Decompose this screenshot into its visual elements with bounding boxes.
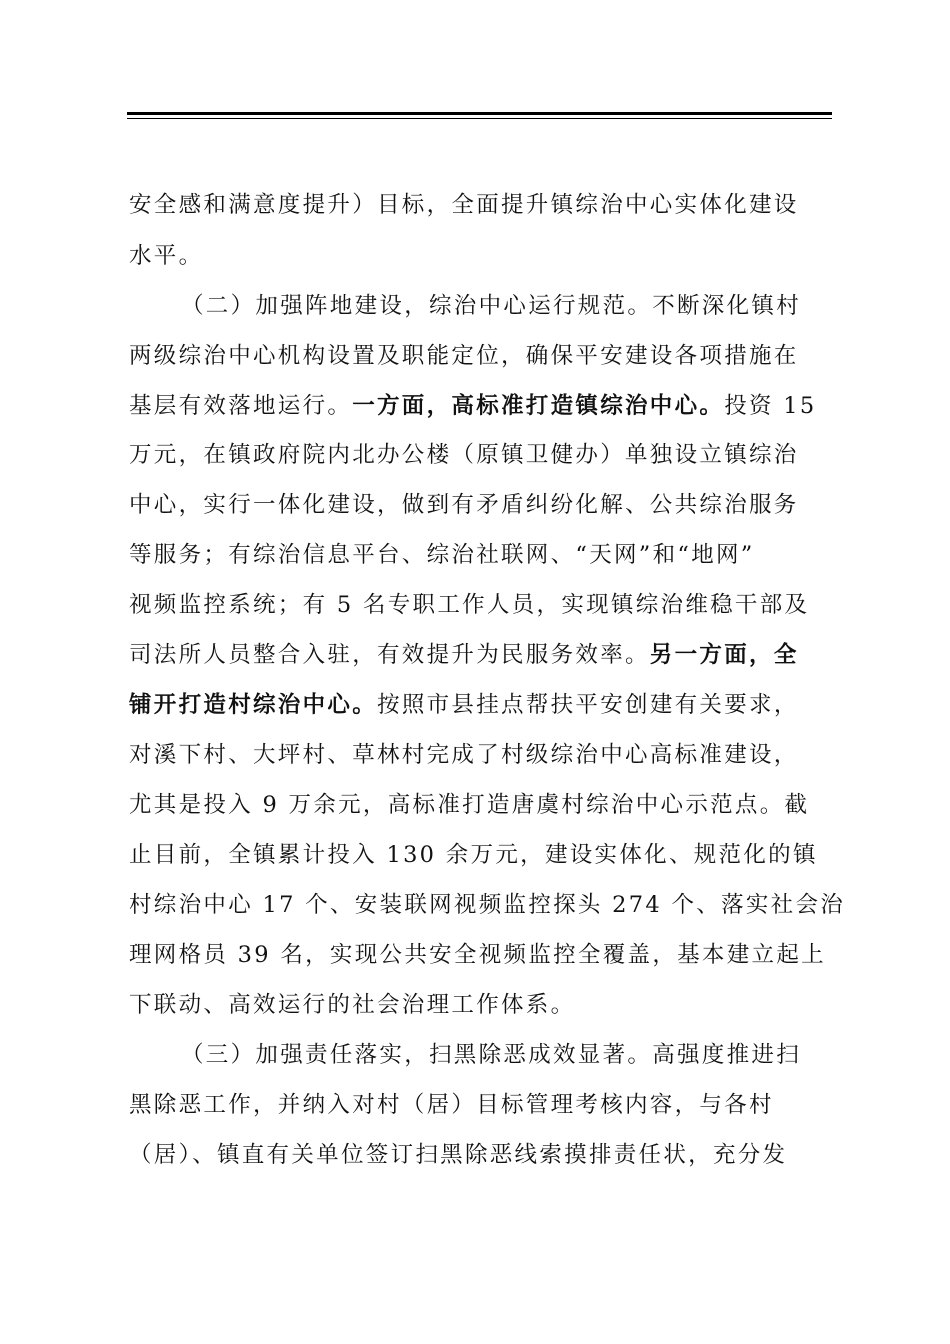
body-line	[129, 788, 809, 822]
text-run: 视频监控系统；有 5 名专职工作人员，实现镇综治维稳干部及	[129, 592, 810, 618]
body-line	[129, 988, 575, 1022]
text-run: 中心，实行一体化建设，做到有矛盾纠纷化解、公共综治服务	[129, 492, 799, 518]
header-rule	[127, 112, 832, 115]
text-run: 司法所人员整合入驻，有效提升为民服务效率。	[129, 642, 650, 668]
body-line	[129, 188, 799, 222]
text-run: （二）加强阵地建设，综治中心运行规范。不断深化镇村	[181, 293, 802, 319]
text-run: 按照市县挂点帮扶平安创建有关要求，	[377, 692, 799, 718]
body-line	[129, 938, 826, 972]
body-line	[129, 389, 817, 423]
body-line	[129, 1088, 774, 1122]
text-run: 对溪下村、大坪村、草林村完成了村级综治中心高标准建设，	[129, 742, 799, 768]
text-run: 止目前，全镇累计投入 130 余万元，建设实体化、规范化的镇	[129, 842, 818, 868]
text-run: 村综治中心 17 个、安装联网视频监控探头 274 个、落实社会治	[129, 892, 846, 918]
text-run: 水平。	[129, 243, 204, 269]
body-line	[129, 838, 818, 872]
text-run: 投资 15	[724, 393, 817, 419]
body-line	[181, 1038, 801, 1072]
body-line	[129, 488, 799, 522]
body-line	[129, 239, 203, 273]
header-rule-thin	[127, 118, 832, 119]
bold-text-run: 另一方面，全	[649, 642, 799, 668]
body-line	[129, 688, 799, 722]
text-run: 万元，在镇政府院内北办公楼（原镇卫健办）单独设立镇综治	[129, 442, 799, 468]
text-run: 尤其是投入 9 万余元，高标准打造唐虞村综治中心示范点。截	[129, 792, 810, 818]
bold-text-run: 一方面，高标准打造镇综治中心。	[352, 393, 725, 419]
text-run: 基层有效落地运行。	[129, 393, 353, 419]
body-line	[129, 588, 809, 622]
body-line	[129, 888, 845, 922]
body-line	[129, 738, 799, 772]
text-run: 黑除恶工作，并纳入对村（居）目标管理考核内容，与各村	[129, 1092, 774, 1118]
text-run: 下联动、高效运行的社会治理工作体系。	[129, 992, 576, 1018]
body-line	[181, 289, 801, 323]
body-line	[129, 538, 755, 572]
body-line	[129, 1138, 787, 1172]
text-run: （居）、镇直有关单位签订扫黑除恶线索摸排责任状，充分发	[129, 1142, 788, 1168]
text-run: （三）加强责任落实，扫黑除恶成效显著。高强度推进扫	[181, 1042, 802, 1068]
text-run: 两级综治中心机构设置及职能定位，确保平安建设各项措施在	[129, 343, 799, 369]
text-run: 理网格员 39 名，实现公共安全视频监控全覆盖，基本建立起上	[129, 942, 826, 968]
body-line	[129, 438, 799, 472]
text-run: 安全感和满意度提升）目标，全面提升镇综治中心实体化建设	[129, 192, 799, 218]
text-run: 等服务；有综治信息平台、综治社联网、“天网”和“地网”	[129, 542, 755, 568]
bold-text-run: 铺开打造村综治中心。	[129, 692, 378, 718]
body-line	[129, 339, 799, 373]
body-line	[129, 638, 799, 672]
